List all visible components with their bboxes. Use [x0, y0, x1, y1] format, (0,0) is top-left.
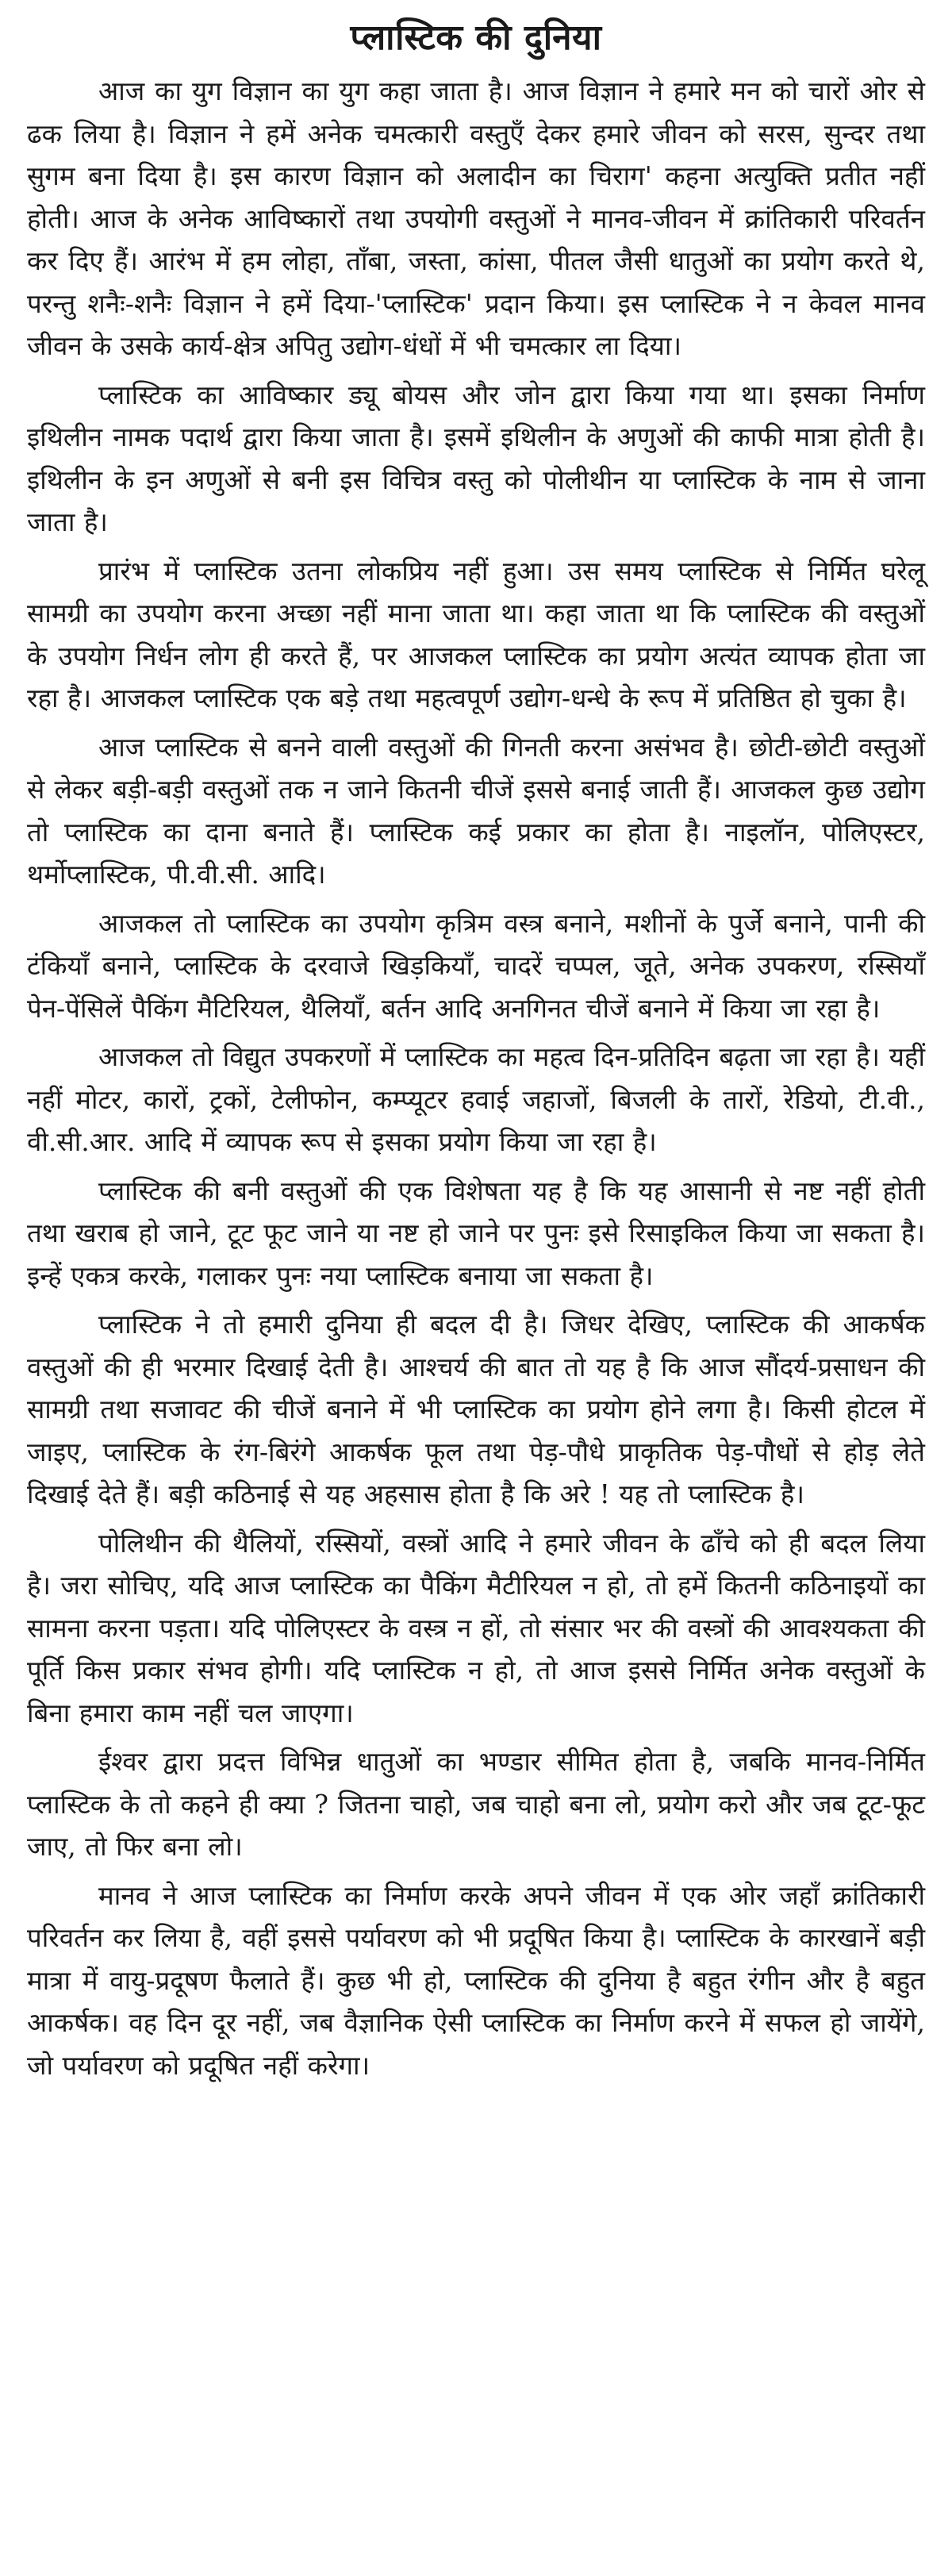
essay-title: प्लास्टिक की दुनिया	[350, 17, 602, 58]
paragraph-8: प्लास्टिक ने तो हमारी दुनिया ही बदल दी है। जिधर देखिए, प्लास्टिक की आकर्षक वस्तुओं की ही भरमार दिखाई देती है। आश्चर्य की बात तो यह है कि आज सौंदर्य-प्रसाधन की सामग्री तथा सजावट की चीजें बनाने में भी प्लास्टिक का प्रयोग होने लगा है। किसी होटल में जाइए, प्लास्टिक के रंग-बिरंगे आकर्षक फूल तथा पेड़-पौधे प्राकृतिक पेड़-पौधों से होड़ लेते दिखाई देते हैं। बड़ी कठिनाई से यह अहसास होता है कि अरे ! यह तो प्लास्टिक है।	[27, 1309, 925, 1509]
paragraph-6: आजकल तो विद्युत उपकरणों में प्लास्टिक का महत्व दिन-प्रतिदिन बढ़ता जा रहा है। यहीं नहीं मोटर, कारों, ट्रकों, टेलीफोन, कम्प्यूटर हवाई जहाजों, बिजली के तारों, रेडियो, टी.वी., वी.सी.आर. आदि में व्यापक रूप से इसका प्रयोग किया जा रहा है।	[27, 1041, 925, 1157]
paragraph-11: मानव ने आज प्लास्टिक का निर्माण करके अपने जीवन में एक ओर जहाँ क्रांतिकारी परिवर्तन कर लिया है, वहीं इससे पर्यावरण को भी प्रदूषित किया है। प्लास्टिक के कारखानें बड़ी मात्रा में वायु-प्रदूषण फैलाते हैं। कुछ भी हो, प्लास्टिक की दुनिया है बहुत रंगीन और है बहुत आकर्षक। वह दिन दूर नहीं, जब वैज्ञानिक ऐसी प्लास्टिक का निर्माण करने में सफल हो जायेंगे, जो पर्यावरण को प्रदूषित नहीं करेगा।	[27, 1879, 926, 2081]
paragraph-3: प्रारंभ में प्लास्टिक उतना लोकप्रिय नहीं हुआ। उस समय प्लास्टिक से निर्मित घरेलू सामग्री का उपयोग करना अच्छा नहीं माना जाता था। कहा जाता था कि प्लास्टिक की वस्तुओं के उपयोग निर्धन लोग ही करते हैं, पर आजकल प्लास्टिक का प्रयोग अत्यंत व्यापक होता जा रहा है। आजकल प्लास्टिक एक बड़े तथा महत्वपूर्ण उद्योग-धन्धे के रूप में प्रतिष्ठित हो चुका है।	[27, 555, 925, 713]
paragraph-9: पोलिथीन की थैलियों, रस्सियों, वस्त्रों आदि ने हमारे जीवन के ढाँचे को ही बदल लिया है। जरा सोचिए, यदि आज प्लास्टिक का पैकिंग मैटीरियल न हो, तो हमें कितनी कठिनाइयों का सामना करना पड़ता। यदि पोलिएस्टर के वस्त्र न हों, तो संसार भर की वस्त्रों की आवश्यकता की पूर्ति किस प्रकार संभव होगी। यदि प्लास्टिक न हो, तो आज इससे निर्मित अनेक वस्तुओं के बिना हमारा काम नहीं चल जाएगा।	[27, 1527, 925, 1728]
paragraph-2: प्लास्टिक का आविष्कार ड्यू बोयस और जोन द्वारा किया गया था। इसका निर्माण इथिलीन नामक पदार्थ द्वारा किया जाता है। इसमें इथिलीन के अणुओं की काफी मात्रा होती है। इथिलीन के इन अणुओं से बनी इस विचित्र वस्तु को पोलीथीन या प्लास्टिक के नाम से जाना जाता है।	[27, 379, 925, 537]
paragraph-7: प्लास्टिक की बनी वस्तुओं की एक विशेषता यह है कि यह आसानी से नष्ट नहीं होती तथा खराब हो जाने, टूट फूट जाने या नष्ट हो जाने पर पुनः इसे रिसाइकिल किया जा सकता है। इन्हें एकत्र करके, गलाकर पुनः नया प्लास्टिक बनाया जा सकता है।	[27, 1175, 925, 1291]
paragraph-1: आज का युग विज्ञान का युग कहा जाता है। आज विज्ञान ने हमारे मन को चारों ओर से ढक लिया है। विज्ञान ने हमें अनेक चमत्कारी वस्तुएँ देकर हमारे जीवन को सरस, सुन्दर तथा सुगम बना दिया है। इस कारण विज्ञान को अलादीन का चिराग' कहना अत्युक्ति प्रतीत नहीं होती। आज के अनेक आविष्कारों तथा उपयोगी वस्तुओं ने मानव-जीवन में क्रांतिकारी परिवर्तन कर दिए हैं। आरंभ में हम लोहा, ताँबा, जस्ता, कांसा, पीतल जैसी धातुओं का प्रयोग करते थे, परन्तु शनैः-शनैः विज्ञान ने हमें दिया-'प्लास्टिक' प्रदान किया। इस प्लास्टिक ने न केवल मानव जीवन के उसके कार्य-क्षेत्र अपितु उद्योग-धंधों में भी चमत्कार ला दिया।	[27, 75, 925, 361]
paragraph-4: आज प्लास्टिक से बनने वाली वस्तुओं की गिनती करना असंभव है। छोटी-छोटी वस्तुओं से लेकर बड़ी-बड़ी वस्तुओं तक न जाने कितनी चीजें इससे बनाई जाती हैं। आजकल कुछ उद्योग तो प्लास्टिक का दाना बनाते हैं। प्लास्टिक कई प्रकार का होता है। नाइलॉन, पोलिएस्टर, थर्मोप्लास्टिक, पी.वी.सी. आदि।	[27, 731, 925, 890]
paragraph-10: ईश्वर द्वारा प्रदत्त विभिन्न धातुओं का भण्डार सीमित होता है, जबकि मानव-निर्मित प्लास्टिक के तो कहने ही क्या ? जितना चाहो, जब चाहो बना लो, प्रयोग करो और जब टूट-फूट जाए, तो फिर बना लो।	[27, 1746, 925, 1862]
paragraph-5: आजकल तो प्लास्टिक का उपयोग कृत्रिम वस्त्र बनाने, मशीनों के पुर्जे बनाने, पानी की टंकियाँ बनाने, प्लास्टिक के दरवाजे खिड़कियाँ, चादरें चप्पल, जूते, अनेक उपकरण, रस्सियाँ पेन-पेंसिलें पैकिंग मैटिरियल, थैलियाँ, बर्तन आदि अनगिनत चीजें बनाने में किया जा रहा है।	[27, 907, 925, 1024]
